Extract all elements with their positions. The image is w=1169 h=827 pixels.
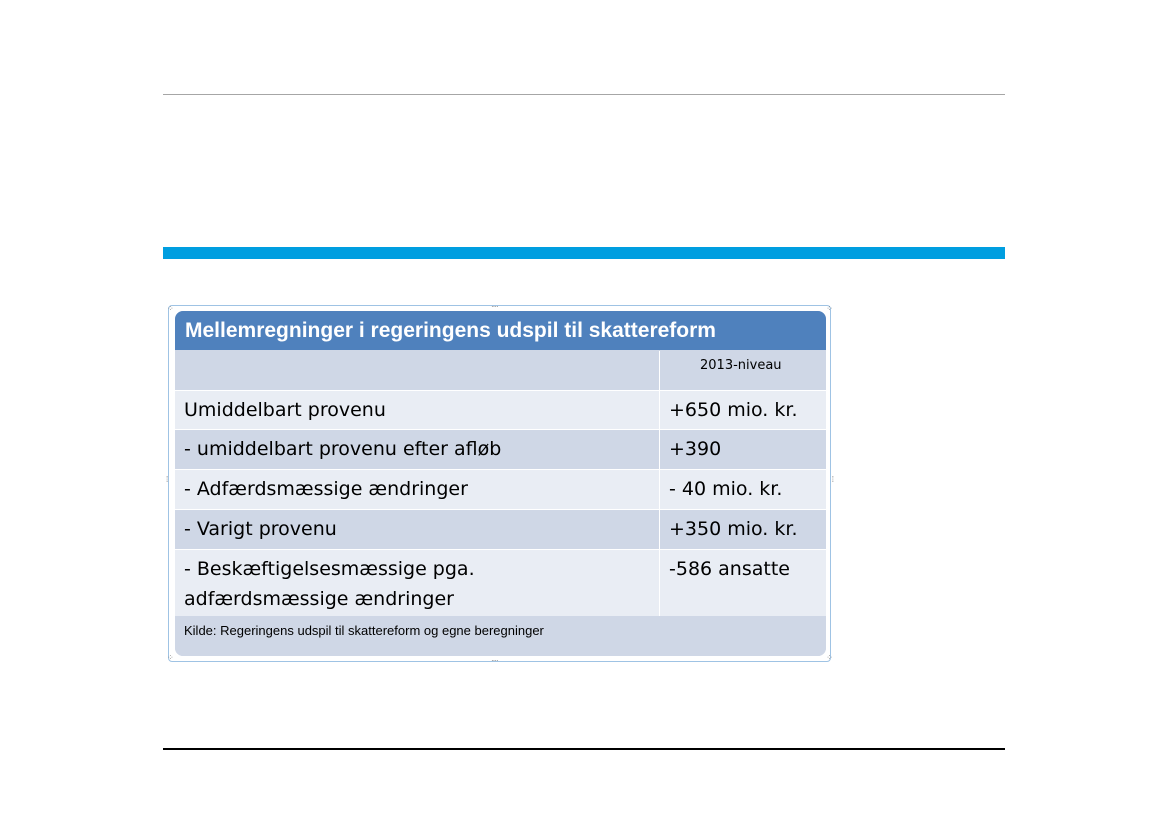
table-row	[175, 391, 826, 429]
accent-bar	[163, 247, 1005, 259]
row-label: - umiddelbart provenu efter afløb	[175, 430, 659, 469]
resize-handle-bottom-left[interactable]: ⁘	[167, 653, 173, 662]
row-value: +390	[660, 430, 826, 469]
data-table	[175, 311, 826, 656]
resize-handle-bottom[interactable]: ····	[491, 656, 498, 665]
source-note: Kilde: Regeringens udspil til skattereform og egne beregninger	[175, 616, 826, 656]
resize-handle-right[interactable]: ⁞	[831, 475, 833, 484]
bottom-divider	[163, 748, 1005, 750]
top-divider	[163, 94, 1005, 95]
column-divider	[659, 351, 660, 616]
resize-handle-left[interactable]: ⁞	[166, 475, 168, 484]
row-value: +650 mio. kr.	[660, 391, 826, 429]
table-title: Mellemregninger i regeringens udspil til skattereform	[175, 311, 826, 350]
table-row	[175, 510, 826, 549]
table-header-row	[175, 351, 826, 390]
row-label: - Adfærdsmæssige ændringer	[175, 470, 659, 509]
row-label-line-1: - Beskæftigelsesmæssige pga.	[184, 558, 475, 580]
resize-handle-top-left[interactable]: ⁘	[167, 304, 173, 313]
resize-handle-bottom-right[interactable]: ⁘	[826, 653, 832, 662]
table-row	[175, 470, 826, 509]
row-label-line-2: adfærdsmæssige ændringer	[184, 588, 454, 610]
row-value: +350 mio. kr.	[660, 510, 826, 549]
row-value: -586 ansatte	[660, 550, 826, 616]
row-label	[175, 550, 659, 616]
resize-handle-top-right[interactable]: ⁘	[826, 304, 832, 313]
header-cell-empty	[175, 351, 659, 390]
resize-handle-top[interactable]: ····	[491, 302, 498, 311]
row-value: - 40 mio. kr.	[660, 470, 826, 509]
row-label: Umiddelbart provenu	[175, 391, 659, 429]
table-row	[175, 430, 826, 469]
header-cell-2013-niveau: 2013-niveau	[660, 351, 826, 390]
row-label: - Varigt provenu	[175, 510, 659, 549]
table-row	[175, 550, 826, 616]
table-object-frame[interactable]	[166, 302, 833, 665]
